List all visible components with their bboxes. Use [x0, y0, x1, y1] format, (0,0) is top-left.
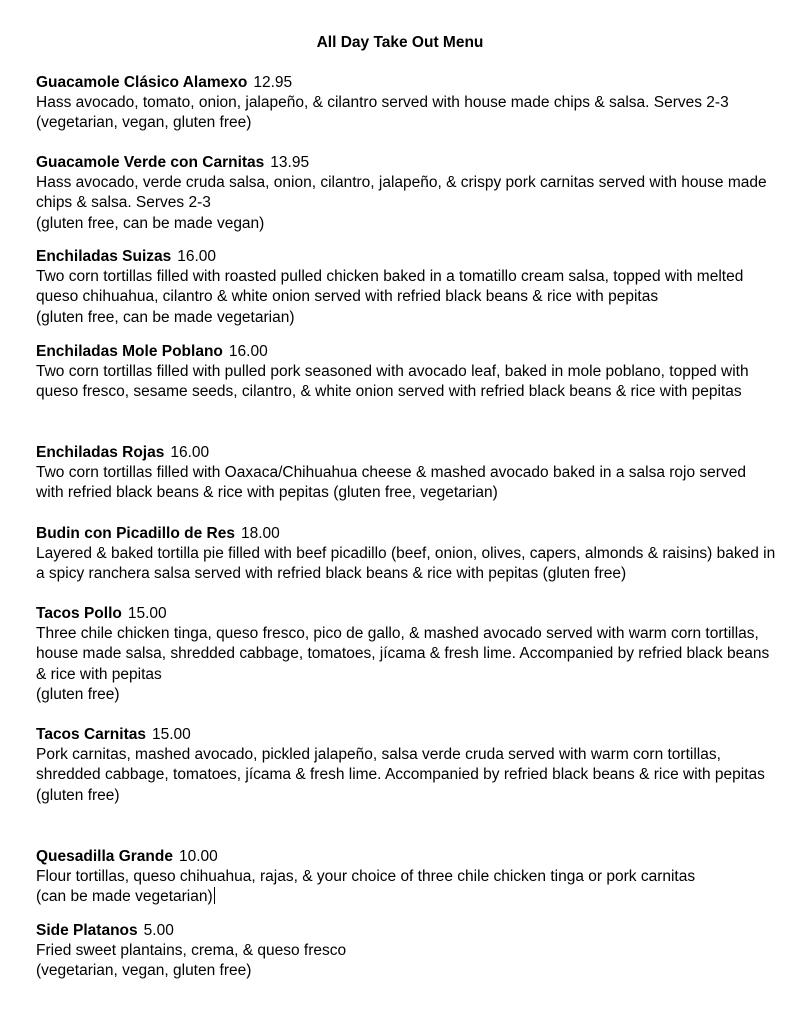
item-name: Enchiladas Rojas: [36, 444, 165, 461]
item-note: (gluten free): [36, 685, 120, 703]
item-price: 16.00: [177, 248, 217, 265]
menu-item: [36, 443, 776, 504]
menu-item-header: [36, 342, 776, 362]
menu-item: [36, 921, 776, 982]
menu-item-header: [36, 725, 776, 745]
menu-item: [36, 524, 776, 585]
menu-item-header: [36, 247, 776, 267]
item-name: Quesadilla Grande: [36, 848, 173, 865]
item-description: Fried sweet plantains, crema, & queso fresco: [36, 942, 347, 960]
item-price: 18.00: [240, 525, 280, 542]
menu-item: [36, 73, 776, 134]
item-note: (can be made vegetarian): [36, 888, 213, 906]
item-note: (gluten free, can be made vegan): [36, 214, 265, 232]
item-name: Enchiladas Suizas: [36, 248, 172, 265]
menu-item-header: [36, 847, 776, 867]
item-name: Tacos Pollo: [36, 605, 122, 622]
item-description: Three chile chicken tinga, queso fresco, pico de gallo, & mashed avocado served with warm corn tortillas, house made salsa, shredded cabbage, tomatoes, jícama & fresh lime. Accompanied by refried black beans & rice with pepitas: [36, 625, 770, 683]
menu-item-header: [36, 73, 776, 93]
menu-item-header: [36, 524, 776, 544]
item-name: Guacamole Clásico Alamexo: [36, 74, 248, 91]
item-description: Pork carnitas, mashed avocado, pickled jalapeño, salsa verde cruda served with warm corn tortillas, shredded cabbage, tomatoes, jícama & fresh lime. Accompanied by refried black beans & rice with pepitas: [36, 746, 765, 784]
item-price: 15.00: [151, 726, 191, 743]
item-description: Hass avocado, verde cruda salsa, onion, cilantro, jalapeño, & crispy pork carnitas served with house made chips & salsa. Serves 2-3: [36, 174, 767, 212]
item-note: (vegetarian, vegan, gluten free): [36, 114, 252, 132]
item-name: Tacos Carnitas: [36, 726, 146, 743]
item-price: 16.00: [170, 444, 210, 461]
item-description: Flour tortillas, queso chihuahua, rajas, & your choice of three chile chicken tinga or pork carnitas: [36, 868, 696, 886]
item-price: 10.00: [178, 848, 218, 865]
menu-item: [36, 725, 776, 806]
item-description: Two corn tortillas filled with Oaxaca/Chihuahua cheese & mashed avocado baked in a salsa rojo served with refried black beans & rice with pepitas (gluten free, vegetarian): [36, 464, 746, 502]
menu-item-header: [36, 443, 776, 463]
item-note-row[interactable]: [36, 887, 776, 907]
item-name: Guacamole Verde con Carnitas: [36, 154, 265, 171]
text-cursor: [214, 887, 215, 904]
menu-item-header: [36, 153, 776, 173]
item-price: 15.00: [127, 605, 167, 622]
item-name: Budin con Picadillo de Res: [36, 525, 235, 542]
menu-item-header: [36, 921, 776, 941]
item-price: 5.00: [143, 922, 174, 939]
menu-item: [36, 847, 776, 908]
item-name: Side Platanos: [36, 922, 138, 939]
item-description: Two corn tortillas filled with pulled pork seasoned with avocado leaf, baked in mole poblano, topped with queso fresco, sesame seeds, cilantro, & white onion served with refried black beans & rice with pepitas: [36, 363, 749, 401]
menu-item-header: [36, 604, 776, 624]
item-note: (gluten free, can be made vegetarian): [36, 308, 295, 326]
item-price: 12.95: [253, 74, 293, 91]
page-title: All Day Take Out Menu: [316, 34, 484, 51]
item-note: (vegetarian, vegan, gluten free): [36, 962, 252, 980]
menu-item: [36, 153, 776, 234]
item-price: 16.00: [228, 343, 268, 360]
item-price: 13.95: [270, 154, 310, 171]
item-description: Two corn tortillas filled with roasted pulled chicken baked in a tomatillo cream salsa, topped with melted queso chihuahua, cilantro & white onion served with refried black beans & rice with pepitas: [36, 268, 744, 306]
menu-item: [36, 604, 776, 705]
item-note: (gluten free): [36, 786, 120, 804]
item-name: Enchiladas Mole Poblano: [36, 343, 223, 360]
menu-item: [36, 247, 776, 328]
menu-item: [36, 342, 776, 403]
item-description: Layered & baked tortilla pie filled with beef picadillo (beef, onion, olives, capers, almonds & raisins) baked in a spicy ranchera salsa served with refried black beans & rice with pepitas (gluten free): [36, 545, 776, 583]
item-description: Hass avocado, tomato, onion, jalapeño, & cilantro served with house made chips & salsa. Serves 2-3: [36, 94, 729, 112]
